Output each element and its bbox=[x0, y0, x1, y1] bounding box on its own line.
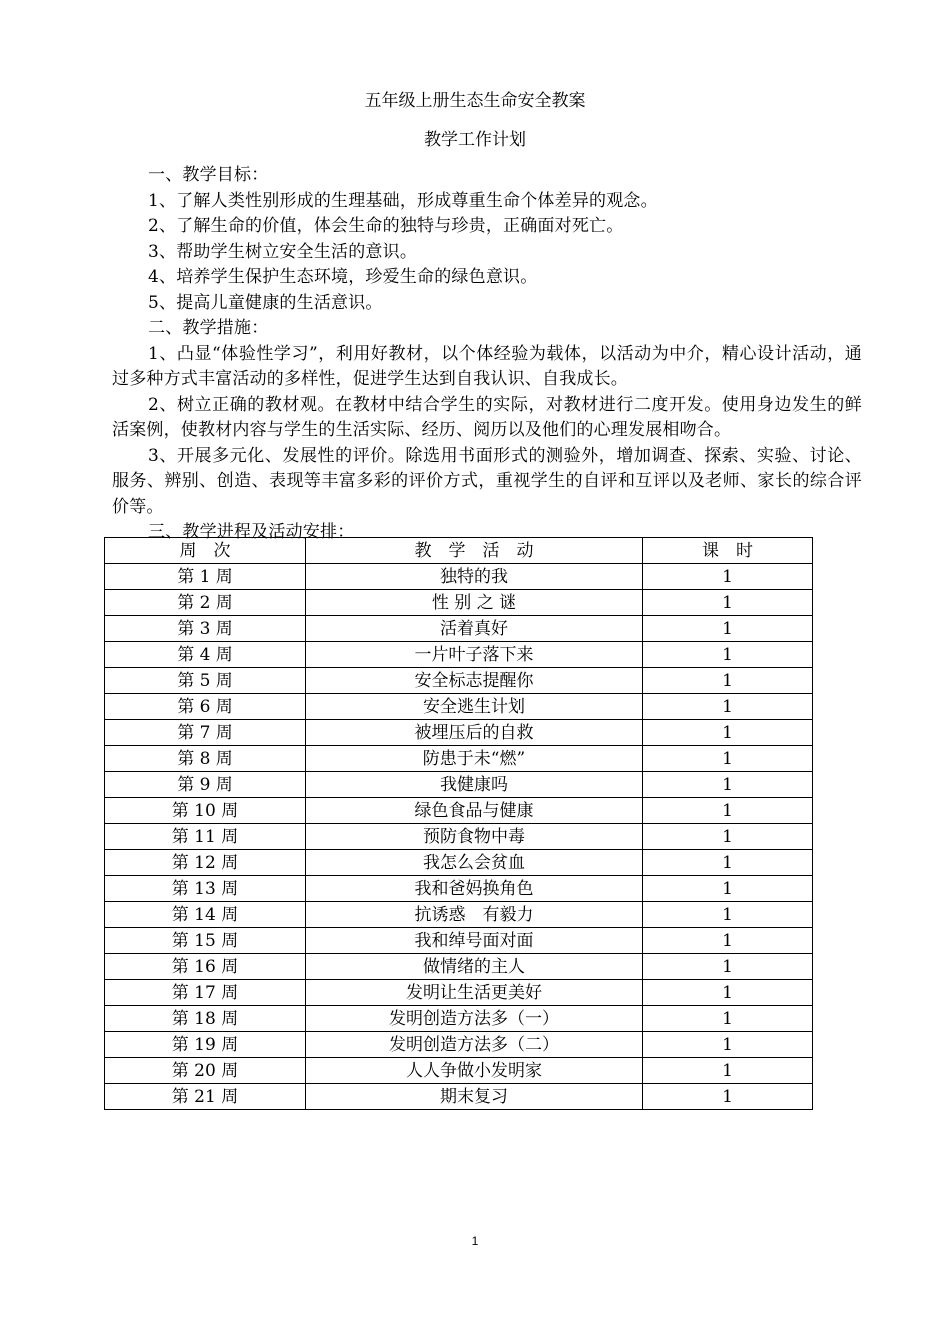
cell-hours: 1 bbox=[643, 668, 813, 694]
cell-week: 第 9 周 bbox=[105, 772, 306, 798]
goal-item: 5、提高儿童健康的生活意识。 bbox=[148, 292, 383, 313]
cell-hours: 1 bbox=[643, 564, 813, 590]
cell-activity: 绿色食品与健康 bbox=[306, 798, 643, 824]
table-row bbox=[105, 746, 813, 772]
cell-week: 第 6 周 bbox=[105, 694, 306, 720]
measure-item: 2、树立正确的教材观。在教材中结合学生的实际，对教材进行二度开发。使用身边发生的鲜活案例，使教材内容与学生的生活实际、经历、阅历以及他们的心理发展相吻合。 bbox=[112, 394, 862, 440]
cell-week: 第 8 周 bbox=[105, 746, 306, 772]
cell-week: 第 14 周 bbox=[105, 902, 306, 928]
measure-item: 3、开展多元化、发展性的评价。除选用书面形式的测验外，增加调查、探索、实验、讨论、服务、辨别、创造、表现等丰富多彩的评价方式，重视学生的自评和互评以及老师、家长的综合评价等。 bbox=[112, 445, 862, 517]
table-body bbox=[105, 564, 813, 1110]
cell-hours: 1 bbox=[643, 902, 813, 928]
table-row bbox=[105, 772, 813, 798]
cell-activity: 做情绪的主人 bbox=[306, 954, 643, 980]
cell-activity: 我怎么会贫血 bbox=[306, 850, 643, 876]
goal-item: 1、了解人类性别形成的生理基础，形成尊重生命个体差异的观念。 bbox=[148, 190, 658, 211]
cell-week: 第 7 周 bbox=[105, 720, 306, 746]
cell-hours: 1 bbox=[643, 1032, 813, 1058]
cell-activity: 发明创造方法多（二） bbox=[306, 1032, 643, 1058]
cell-activity: 安全标志提醒你 bbox=[306, 668, 643, 694]
table-row bbox=[105, 668, 813, 694]
cell-activity: 发明创造方法多（一） bbox=[306, 1006, 643, 1032]
schedule-table bbox=[104, 537, 813, 1110]
cell-activity: 人人争做小发明家 bbox=[306, 1058, 643, 1084]
header-week: 周 次 bbox=[105, 538, 306, 564]
document-subtitle: 教学工作计划 bbox=[424, 130, 526, 150]
cell-week: 第 18 周 bbox=[105, 1006, 306, 1032]
table-header-row bbox=[105, 538, 813, 564]
cell-week: 第 16 周 bbox=[105, 954, 306, 980]
table-row bbox=[105, 616, 813, 642]
cell-activity: 性 别 之 谜 bbox=[306, 590, 643, 616]
cell-week: 第 21 周 bbox=[105, 1084, 306, 1110]
cell-hours: 1 bbox=[643, 876, 813, 902]
cell-week: 第 2 周 bbox=[105, 590, 306, 616]
cell-hours: 1 bbox=[643, 850, 813, 876]
table-row bbox=[105, 1084, 813, 1110]
cell-hours: 1 bbox=[643, 954, 813, 980]
cell-activity: 期末复习 bbox=[306, 1084, 643, 1110]
document-body bbox=[112, 163, 862, 546]
table-row bbox=[105, 642, 813, 668]
table-row bbox=[105, 694, 813, 720]
cell-hours: 1 bbox=[643, 1084, 813, 1110]
cell-activity: 我健康吗 bbox=[306, 772, 643, 798]
cell-hours: 1 bbox=[643, 928, 813, 954]
table-row bbox=[105, 798, 813, 824]
cell-activity: 被埋压后的自救 bbox=[306, 720, 643, 746]
cell-week: 第 3 周 bbox=[105, 616, 306, 642]
section-heading-schedule: 三、教学进程及活动安排： bbox=[148, 522, 355, 542]
cell-activity: 一片叶子落下来 bbox=[306, 642, 643, 668]
table-row bbox=[105, 850, 813, 876]
cell-activity: 防患于未“燃” bbox=[306, 746, 643, 772]
table-row bbox=[105, 980, 813, 1006]
cell-hours: 1 bbox=[643, 1058, 813, 1084]
section-heading-measures: 二、教学措施： bbox=[148, 318, 269, 338]
table-row bbox=[105, 824, 813, 850]
cell-activity: 活着真好 bbox=[306, 616, 643, 642]
cell-hours: 1 bbox=[643, 616, 813, 642]
table-row bbox=[105, 1006, 813, 1032]
cell-hours: 1 bbox=[643, 590, 813, 616]
cell-hours: 1 bbox=[643, 720, 813, 746]
cell-activity: 发明让生活更美好 bbox=[306, 980, 643, 1006]
cell-activity: 安全逃生计划 bbox=[306, 694, 643, 720]
table-row bbox=[105, 928, 813, 954]
cell-hours: 1 bbox=[643, 772, 813, 798]
section-heading-goals: 一、教学目标： bbox=[148, 165, 269, 185]
cell-hours: 1 bbox=[643, 1006, 813, 1032]
cell-activity: 独特的我 bbox=[306, 564, 643, 590]
cell-activity: 我和爸妈换角色 bbox=[306, 876, 643, 902]
table-row bbox=[105, 720, 813, 746]
header-activity: 教 学 活 动 bbox=[306, 538, 643, 564]
table-row bbox=[105, 1032, 813, 1058]
table-row bbox=[105, 876, 813, 902]
cell-activity: 预防食物中毒 bbox=[306, 824, 643, 850]
cell-hours: 1 bbox=[643, 642, 813, 668]
cell-hours: 1 bbox=[643, 824, 813, 850]
table-row bbox=[105, 902, 813, 928]
cell-hours: 1 bbox=[643, 746, 813, 772]
table-row bbox=[105, 954, 813, 980]
cell-week: 第 12 周 bbox=[105, 850, 306, 876]
cell-week: 第 19 周 bbox=[105, 1032, 306, 1058]
goal-item: 4、培养学生保护生态环境，珍爱生命的绿色意识。 bbox=[148, 267, 538, 287]
document-title: 五年级上册生态生命安全教案 bbox=[364, 91, 586, 111]
cell-activity: 我和绰号面对面 bbox=[306, 928, 643, 954]
table-row bbox=[105, 564, 813, 590]
cell-week: 第 13 周 bbox=[105, 876, 306, 902]
table-row bbox=[105, 1058, 813, 1084]
cell-week: 第 17 周 bbox=[105, 980, 306, 1006]
cell-week: 第 1 周 bbox=[105, 564, 306, 590]
cell-week: 第 11 周 bbox=[105, 824, 306, 850]
goal-item: 2、了解生命的价值，体会生命的独特与珍贵，正确面对死亡。 bbox=[148, 216, 624, 236]
cell-week: 第 4 周 bbox=[105, 642, 306, 668]
header-hours: 课 时 bbox=[643, 538, 813, 564]
cell-week: 第 20 周 bbox=[105, 1058, 306, 1084]
measure-item: 1、凸显“体验性学习”，利用好教材，以个体经验为载体，以活动为中介，精心设计活动，通过多种方式丰富活动的多样性，促进学生达到自我认识、自我成长。 bbox=[112, 343, 862, 389]
cell-activity: 抗诱惑 有毅力 bbox=[306, 902, 643, 928]
table-row bbox=[105, 590, 813, 616]
cell-hours: 1 bbox=[643, 694, 813, 720]
cell-week: 第 5 周 bbox=[105, 668, 306, 694]
cell-week: 第 15 周 bbox=[105, 928, 306, 954]
page-number: 1 bbox=[471, 1234, 479, 1248]
cell-week: 第 10 周 bbox=[105, 798, 306, 824]
cell-hours: 1 bbox=[643, 980, 813, 1006]
goal-item: 3、帮助学生树立安全生活的意识。 bbox=[148, 241, 418, 262]
cell-hours: 1 bbox=[643, 798, 813, 824]
